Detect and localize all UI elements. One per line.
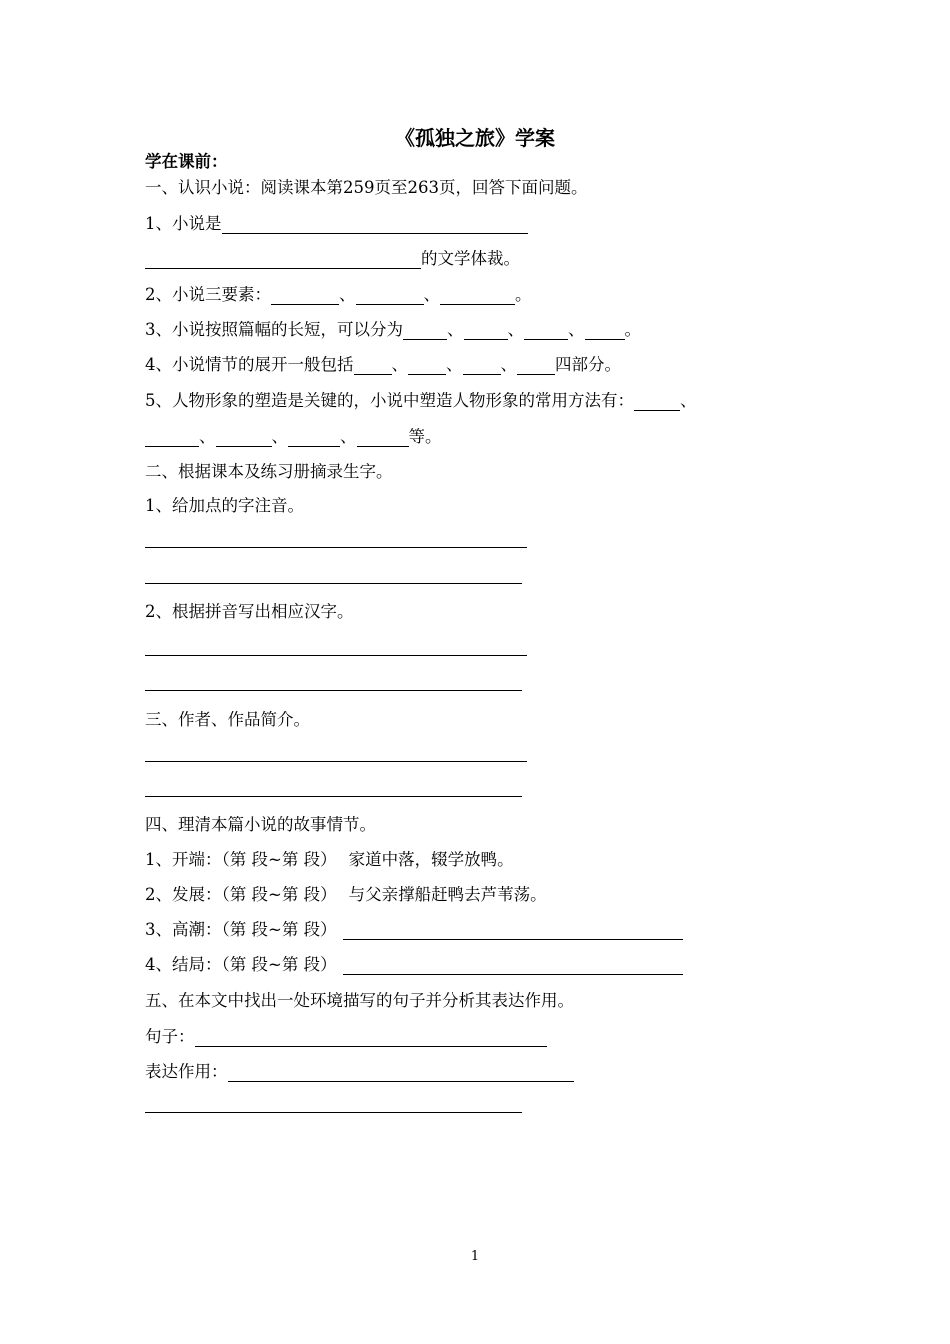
s1-q1-prefix: 1、小说是	[145, 214, 222, 233]
separator: 、	[391, 355, 408, 374]
s1-q4-blank-2[interactable]	[408, 357, 446, 375]
separator: 、	[568, 320, 585, 339]
s1-q2-blank-2[interactable]	[356, 287, 424, 305]
s1-q4-suffix: 四部分。	[555, 355, 621, 374]
sentence-label: 句子：	[145, 1027, 195, 1046]
separator: 、	[271, 427, 288, 446]
separator: 、	[446, 355, 463, 374]
separator: 、	[507, 320, 524, 339]
plot-item-text: 与父亲撑船赶鸭去芦苇荡。	[348, 885, 547, 904]
section-1-heading: 一、认识小说：阅读课本第259页至263页，回答下面问题。	[145, 178, 588, 197]
sentence-blank[interactable]	[195, 1029, 547, 1047]
before-class-heading: 学在课前：	[145, 152, 228, 171]
separator: 、	[423, 285, 440, 304]
s1-q5-blank-4[interactable]	[288, 429, 340, 447]
s1-q3-blank-3[interactable]	[524, 322, 568, 340]
s1-q5-line2	[145, 427, 442, 447]
s2-q2: 2、根据拼音写出相应汉字。	[145, 602, 354, 621]
s1-q1-suffix: 的文学体裁。	[421, 249, 520, 268]
s1-q1-line	[145, 214, 528, 234]
s1-q4-line	[145, 355, 621, 375]
plot-item-2	[145, 885, 547, 905]
s1-q1-line2	[145, 249, 520, 269]
plot-item-label: 1、开端：（第 段~第 段）	[145, 850, 337, 869]
s1-q3-blank-4[interactable]	[585, 322, 625, 340]
period: 。	[624, 320, 641, 339]
s1-q3-blank-2[interactable]	[464, 322, 508, 340]
answer-line[interactable]	[145, 761, 527, 762]
s1-q5-blank-5[interactable]	[357, 429, 409, 447]
separator: 、	[339, 285, 356, 304]
page-number: 1	[470, 1249, 480, 1264]
sentence-line	[145, 1027, 547, 1047]
s1-q5-line	[145, 391, 697, 411]
answer-line[interactable]	[145, 1112, 522, 1113]
s1-q3-line	[145, 320, 641, 340]
answer-line[interactable]	[145, 655, 527, 656]
plot-item-label: 3、高潮：（第 段~第 段）	[145, 920, 337, 939]
answer-line[interactable]	[145, 547, 527, 548]
answer-line[interactable]	[145, 796, 522, 797]
period: 。	[515, 285, 532, 304]
s1-q5-prefix: 5、人物形象的塑造是关键的，小说中塑造人物形象的常用方法有：	[145, 391, 634, 410]
effect-blank[interactable]	[228, 1064, 574, 1082]
s1-q4-blank-3[interactable]	[463, 357, 501, 375]
s1-q1-blank[interactable]	[222, 216, 528, 234]
plot-item-text: 家道中落，辍学放鸭。	[348, 850, 514, 869]
s2-q1: 1、给加点的字注音。	[145, 496, 304, 515]
effect-line	[145, 1062, 574, 1082]
plot-item-label: 4、结局：（第 段~第 段）	[145, 955, 337, 974]
plot-item-3	[145, 920, 683, 940]
s1-q3-prefix: 3、小说按照篇幅的长短，可以分为	[145, 320, 403, 339]
s1-q5-suffix: 等。	[408, 427, 442, 446]
s1-q3-blank-1[interactable]	[403, 322, 447, 340]
s1-q2-blank-3[interactable]	[440, 287, 515, 305]
plot-item-4	[145, 955, 683, 975]
section-5-heading: 五、在本文中找出一处环境描写的句子并分析其表达作用。	[145, 991, 574, 1010]
s1-q4-prefix: 4、小说情节的展开一般包括	[145, 355, 354, 374]
section-4-heading: 四、理清本篇小说的故事情节。	[145, 815, 376, 834]
separator: 、	[447, 320, 464, 339]
separator: 、	[340, 427, 357, 446]
separator: 、	[199, 427, 216, 446]
answer-line[interactable]	[145, 583, 522, 584]
separator: 、	[500, 355, 517, 374]
s1-q5-blank-3[interactable]	[216, 429, 272, 447]
s1-q5-blank-2[interactable]	[145, 429, 199, 447]
s1-q2-blank-1[interactable]	[271, 287, 339, 305]
plot-item-label: 2、发展：（第 段~第 段）	[145, 885, 337, 904]
s1-q4-blank-1[interactable]	[354, 357, 392, 375]
document-title: 《孤独之旅》学案	[395, 126, 555, 150]
section-3-heading: 三、作者、作品简介。	[145, 710, 310, 729]
s1-q5-blank-1[interactable]	[634, 393, 680, 411]
section-2-heading: 二、根据课本及练习册摘录生字。	[145, 462, 393, 481]
plot-item-1	[145, 850, 514, 870]
effect-label: 表达作用：	[145, 1062, 228, 1081]
s1-q4-blank-4[interactable]	[517, 357, 555, 375]
s1-q2-line	[145, 285, 532, 305]
s1-q1-blank2[interactable]	[145, 251, 421, 269]
answer-line[interactable]	[145, 690, 522, 691]
plot-item-3-blank[interactable]	[343, 922, 683, 940]
separator: 、	[680, 391, 697, 410]
s1-q2-prefix: 2、小说三要素：	[145, 285, 271, 304]
plot-item-4-blank[interactable]	[343, 957, 683, 975]
